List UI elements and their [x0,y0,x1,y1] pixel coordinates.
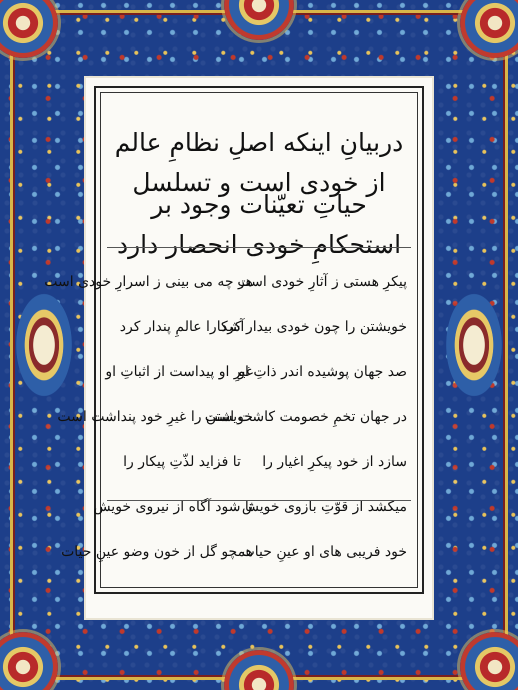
hemistich-left: غیرِ او پیداست از اثباتِ او [105,363,254,380]
couplet [61,529,407,574]
couplet [57,394,407,439]
hemistich-right: صد جهان پوشیده اندر ذاتِ او [238,363,407,380]
couplet [93,484,407,529]
right-medallion [444,290,504,400]
title-divider [107,247,411,248]
verses [44,259,407,574]
title-line-2: حیاتِ تعیّنات وجود بر استحکامِ خودی انحصار دارد [116,190,402,259]
hemistich-left: هر چه می بینی ز اسرارِ خودی است [44,273,254,290]
inner-frame [44,92,418,588]
hemistich-left: همچو گل از خون وضو عینِ حیات [61,543,254,560]
hemistich-right: در جهان تخمِ خصومت کاشت است [204,408,407,425]
bottom-divider [107,500,411,501]
couplet [44,259,407,304]
hemistich-left: تا شود آگاه از نیروی خویش [93,498,254,515]
text-panel [44,78,432,618]
hemistich-right: خویشتن را چون خودی بیدار کرد [220,318,407,335]
hemistich-left: تا فزاید لذّتِ پیکار را [123,453,241,470]
outer-frame [44,86,424,594]
couplet [111,304,407,349]
hemistich-left: خویشتن را غیرِ خود پنداشت است [57,408,254,425]
hemistich-right: سازد از خود پیکرِ اغیار را [262,453,407,470]
left-medallion [14,290,74,400]
hemistich-right: پیکرِ هستی ز آثارِ خودی است [237,273,407,290]
couplet [105,349,407,394]
hemistich-right: خود فریبی های او عینِ حیات [241,543,407,560]
title-line-1: دربیانِ اینکه اصلِ نظامِ عالم از خودی است و تسلسل [114,128,404,197]
hemistich-left: آشکارا عالمِ پندار کرد [119,318,245,335]
couplet [111,439,407,484]
hemistich-right: میکشد از قوّتِ بازوی خویش [241,498,407,515]
